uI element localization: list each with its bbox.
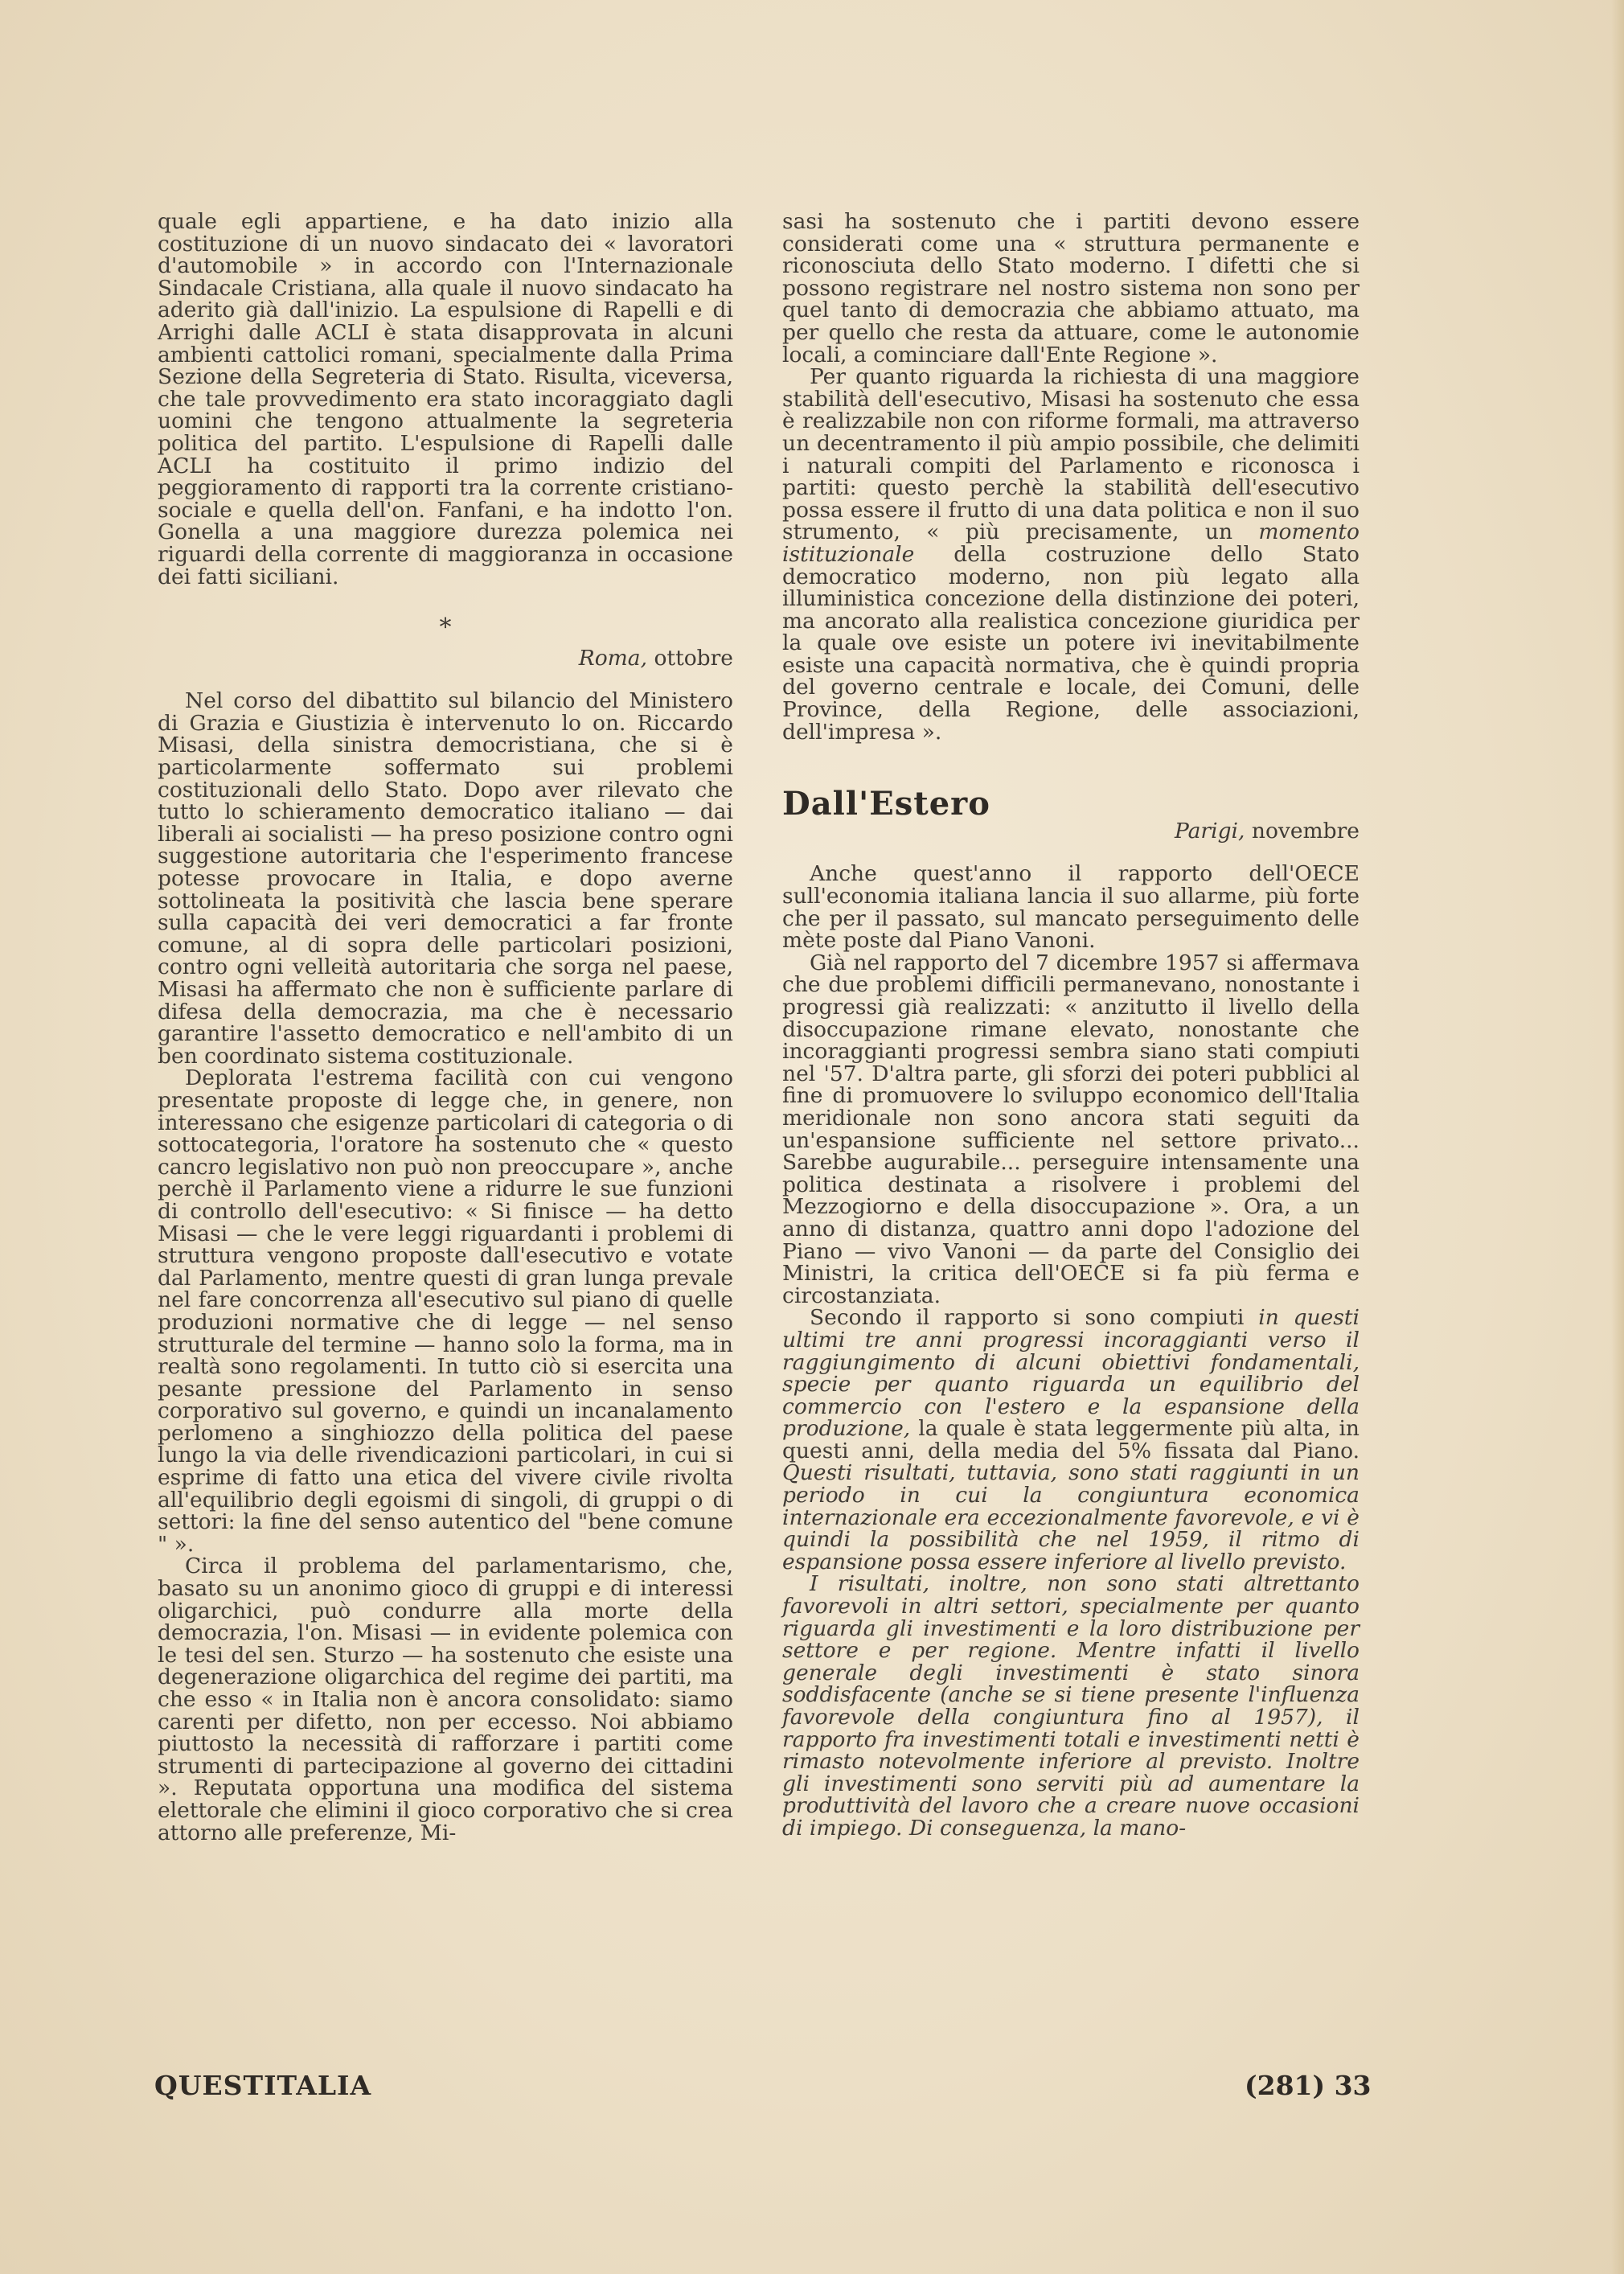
right-paragraph-4: Già nel rapporto del 7 dicembre 1957 si affermava che due problemi difficili permanevano, nonostante i progressi già realizzati: « anzitutto il livello della disoccupazione rimane elevato, nonostante che incoraggianti progressi sembra siano stati compiuti nel '57. D'altra parte, gli sforzi dei poteri pubblici al fine di promuovere lo sviluppo economico dell'Italia meridionale non sono ancora stati seguiti da un'espansione sufficiente nel settore privato... Sarebbe augurabile... perseguire intensamente una politica destinata a risolvere i problemi del Mezzogiorno e della disoccupazione ». Ora, a un anno di distanza, quattro anni dopo l'adozione del Piano — vivo Vanoni — da parte del Consiglio dei Ministri, la critica dell'OECE si fa più ferma e circostanziata. bbox=[782, 950, 1359, 1308]
dateline-roma bbox=[158, 647, 733, 670]
dateline-month: novembre bbox=[1251, 818, 1359, 844]
right-paragraph-6: I risultati, inoltre, non sono stati altrettanto favorevoli in altri settori, specialmente per quanto riguarda gli investimenti e la loro distribuzione per settore e per regione. Mentre infatti il livello generale degli investimenti è stato sinora soddisfacente (anche se si tiene presente l'influenza favorevole della congiuntura fino al 1957), il rapporto fra investimenti totali e investimenti netti è rimasto notevolmente inferiore al previsto. Inoltre gli investimenti sono serviti più ad aumentare la produttività del lavoro che a creare nuove occasioni di impiego. Di conseguenza, la mano- bbox=[782, 1571, 1359, 1841]
right-paragraph-2 bbox=[782, 366, 1359, 743]
left-paragraph-3: Deplorata l'estrema facilità con cui vengono presentate proposte di legge che, in genere, non interessano che esigenze particolari di categoria o di sottocategoria, l'oratore ha sostenuto che « questo cancro legislativo non può non preoccupare », anche perchè il Parlamento viene a ridurre le sue funzioni di controllo dell'esecutivo: « Si finisce — ha detto Misasi — che le vere leggi riguardanti i problemi di struttura vengono proposte dall'esecutivo e votate dal Parlamento, mentre questi di gran lunga prevale nel fare concorrenza all'esecutivo sul piano di quelle produzioni normative che di legge — nel senso strutturale del termine — hanno solo la forma, ma in realtà sono regolamenti. In tutto ciò si esercita una pesante pressione del Parlamento in senso corporativo sul governo, e quindi un incanalamento perlomeno a singhiozzo della politica del paese lungo la via delle rivendicazioni particolari, in cui si esprime di fatto una etica del vivere civile rivolta all'equilibrio degli egoismi di singoli, di gruppi o di settori: la fine del senso autentico del "bene comune " ». bbox=[158, 1065, 733, 1557]
section-title-dall-estero: Dall'Estero bbox=[782, 785, 990, 823]
dateline-month: ottobre bbox=[654, 645, 733, 671]
page-edge-shadow bbox=[1611, 0, 1624, 2274]
left-paragraph-4: Circa il problema del parlamentarismo, che, basato su un anonimo gioco di gruppi e di interessi oligarchici, può condurre alla morte della democrazia, l'on. Misasi — in evidente polemica con le tesi del sen. Sturzo — ha sostenuto che esiste una degenerazione oligarchica del regime dei partiti, ma che esso « in Italia non è ancora consolidato: siamo carenti per difetto, non per eccesso. Noi abbiamo piuttosto la necessità di rafforzare i partiti come strumenti di partecipazione al governo dei cittadini ». Reputata opportuna una modifica del sistema elettorale che elimini il gioco corporativo che si crea attorno alle preferenze, Mi- bbox=[158, 1554, 733, 1845]
page-number: (281) 33 bbox=[1245, 2070, 1372, 2101]
right-paragraph-2-part-b: della costruzione dello Stato democratico moderno, non più legato alla illuministica concezione della distinzione dei poteri, ma ancorato alla realistica concezione giuridica per la quale ove esiste un potere ivi inevitabilmente esiste una capacità normativa, che è quindi propria del governo centrale e locale, dei Comuni, delle Province, della Regione, delle associazioni, dell'impresa ». bbox=[782, 541, 1359, 745]
right-paragraph-2-part-a: Per quanto riguarda la richiesta di una maggiore stabilità dell'esecutivo, Misasi ha sostenuto che essa è realizzabile non con riforme formali, ma attraverso un decentramento il più ampio possibile, che delimiti i naturali compiti del Parlamento e riconosca i partiti: questo perchè la stabilità dell'esecutivo possa essere il frutto di una data politica e non il suo strumento, « più precisamente, un bbox=[782, 364, 1359, 545]
left-paragraph-1: quale egli appartiene, e ha dato inizio alla costituzione di un nuovo sindacato dei « lavoratori d'automobile » in accordo con l'Internazionale Sindacale Cristiana, alla quale il nuovo sindacato ha aderito già dall'inizio. La espulsione di Rapelli e di Arrighi dalle ACLI è stata disapprovata in alcuni ambienti cattolici romani, specialmente dalla Prima Sezione della Segreteria di Stato. Risulta, viceversa, che tale provvedimento era stato incoraggiato dagli uomini che tengono attualmente la segreteria politica del partito. L'espulsione di Rapelli dalle ACLI ha costituito il primo indizio del peggioramento di rapporti tra la corrente cristiano-sociale e quella dell'on. Fanfani, e ha indotto l'on. Gonella a una maggiore durezza polemica nei riguardi della corrente di maggioranza in occasione dei fatti siciliani. bbox=[158, 209, 733, 589]
left-column bbox=[158, 211, 733, 1844]
right-paragraph-3: Anche quest'anno il rapporto dell'OECE sull'economia italiana lancia il suo allarme, più forte che per il passato, sul mancato perseguimento delle mète poste dal Piano Vanoni. bbox=[782, 861, 1359, 954]
left-paragraph-2: Nel corso del dibattito sul bilancio del Ministero di Grazia e Giustizia è intervenuto lo on. Riccardo Misasi, della sinistra democristiana, che si è particolarmente soffermato sui problemi costituzionali dello Stato. Dopo aver rilevato che tutto lo schieramento democratico italiano — dai liberali ai socialisti — ha preso posizione contro ogni suggestione autoritaria che l'esperimento francese potesse provocare in Italia, e dopo averne sottolineata la positività che lascia bene sperare sulla capacità dei veri democratici a far fronte comune, al di sopra delle particolari posizioni, contro ogni velleità autoritaria che sorga nel paese, Misasi ha affermato che non è sufficiente parlare di difesa della democrazia, ma che è necessario garantire l'assetto democratico e nell'ambito di un ben coordinato sistema costituzionale. bbox=[158, 688, 733, 1069]
right-paragraph-5 bbox=[782, 1307, 1359, 1573]
right-paragraph-5-italic-1: in questi ultimi tre anni progressi incoraggianti verso il raggiungimento di alcuni obiettivi fondamentali, specie per quanto riguarda un equilibrio del commercio con l'estero e la espansione della produzione, bbox=[782, 1305, 1360, 1442]
dateline-city: Roma, bbox=[578, 645, 648, 671]
right-paragraph-5-part-a: Secondo il rapporto si sono compiuti bbox=[810, 1305, 1259, 1331]
right-column bbox=[782, 211, 1359, 1840]
dateline-city: Parigi, bbox=[1174, 818, 1245, 844]
right-paragraph-5-part-b: la quale è stata leggermente più alta, in questi anni, della media del 5% fissata dal Piano. bbox=[782, 1416, 1359, 1463]
right-paragraph-2-italic: momento istituzionale bbox=[782, 519, 1359, 567]
right-paragraph-5-italic-2: Questi risultati, tuttavia, sono stati raggiunti in un periodo in cui la congiuntura economica internazionale era eccezionalmente favorevole, e vi è quindi la possibilità che nel 1959, il ritmo di espansione possa essere inferiore al livello previsto. bbox=[782, 1460, 1359, 1574]
dateline-parigi bbox=[782, 820, 1359, 843]
right-paragraph-1: sasi ha sostenuto che i partiti devono essere considerati come una « struttura permanente e riconosciuta dello Stato moderno. I difetti che si possono registrare nel nostro sistema non sono per quel tanto di democrazia che abbiamo attuato, ma per quello che resta da attuare, come le autonomie locali, a cominciare dall'Ente Regione ». bbox=[782, 209, 1359, 367]
section-separator: * bbox=[439, 614, 452, 642]
magazine-name: QUESTITALIA bbox=[154, 2070, 372, 2101]
